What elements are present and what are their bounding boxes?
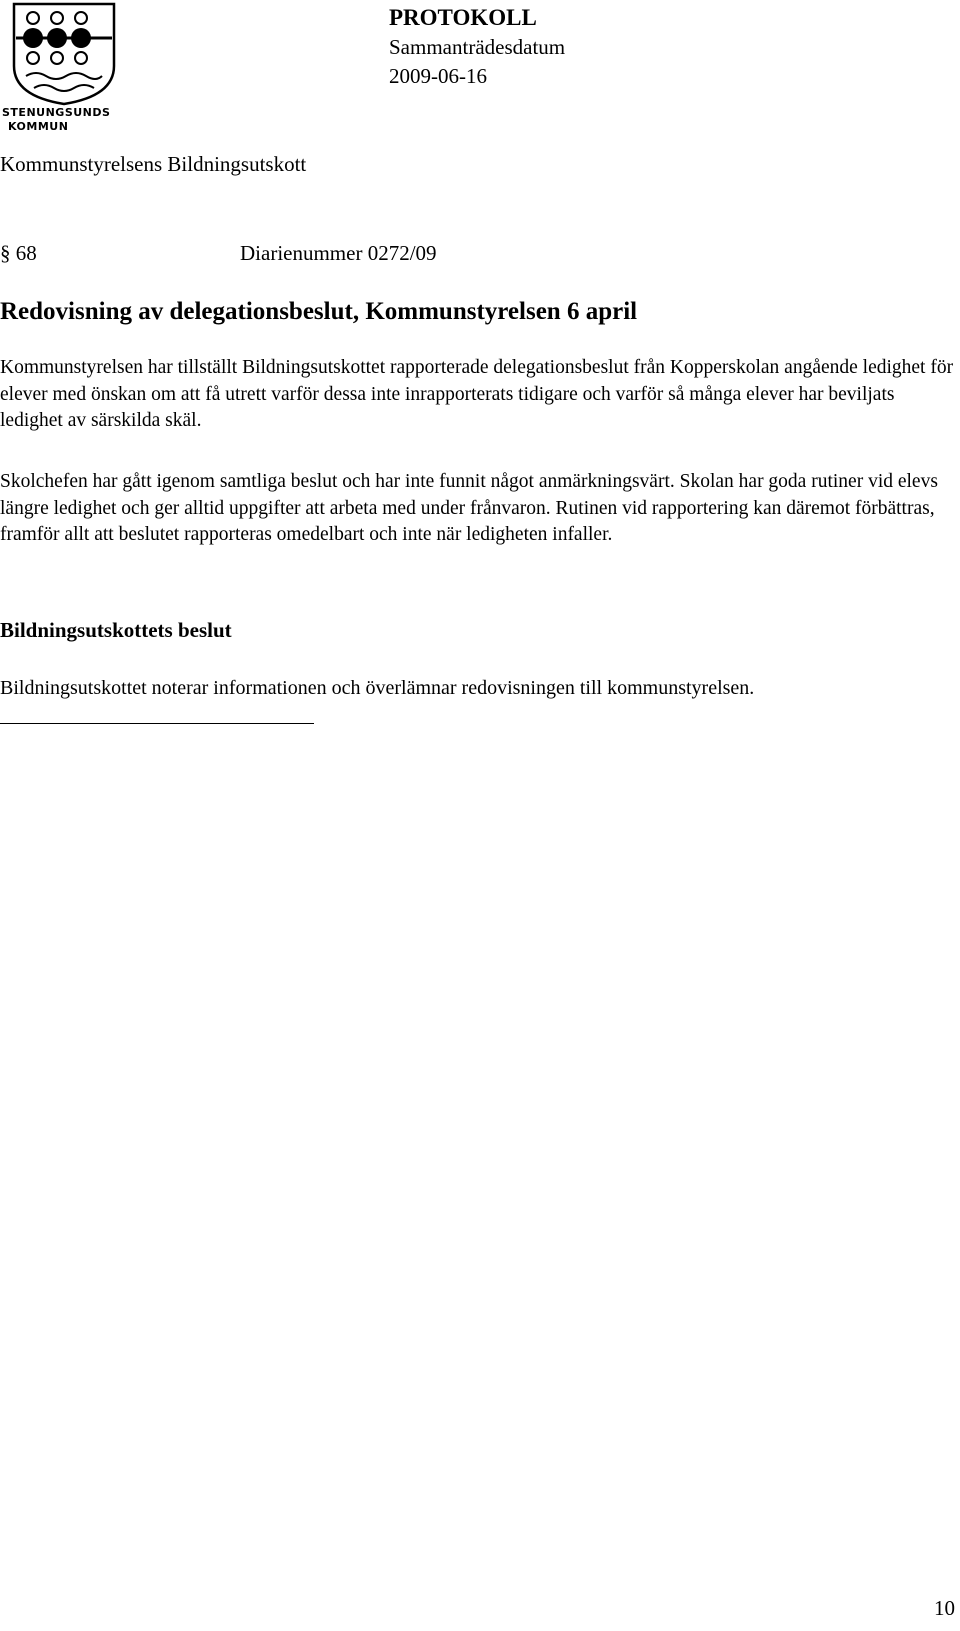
decision-heading: Bildningsutskottets beslut: [0, 618, 232, 642]
item-heading: Redovisning av delegationsbeslut, Kommunstyrelsen 6 april: [0, 298, 638, 325]
meeting-date: 2009-06-16: [389, 64, 487, 88]
committee-name: Kommunstyrelsens Bildningsutskott: [0, 152, 307, 176]
paragraph-number: 68: [15, 241, 37, 265]
body-paragraph: Kommunstyrelsen har tillställt Bildningsutskottet rapporterade delegationsbeslut från Kopperskolan angående ledighet för elever med önskan om att få utrett varför dessa inte inrapporterats tidigare och varför så många elever har beviljats ledighet av särskilda skäl.: [0, 357, 954, 431]
paragraph-line: [0, 240, 437, 266]
decision-text: Bildningsutskottet noterar informationen och överlämnar redovisningen till kommunstyrelsen.: [0, 677, 755, 699]
meeting-date-label: Sammanträdesdatum: [389, 35, 566, 59]
body-paragraph: Skolchefen har gått igenom samtliga beslut och har inte funnit något anmärkningsvärt. Skolan har goda rutiner vid elevs längre ledighet och ger alltid uppgifter att arbeta med under frånvaron. Rutinen vid rapportering kan däremot förbättras, framför allt att beslutet rapporteras omedelbart och inte när ledigheten infaller.: [0, 471, 938, 545]
document-type-title: PROTOKOLL: [389, 5, 537, 30]
page-number: 10: [934, 1596, 955, 1620]
signature-rule: [0, 723, 314, 724]
municipality-logo: [0, 0, 120, 136]
coat-of-arms-icon: [0, 0, 120, 106]
logo-caption-line2: KOMMUN: [8, 120, 69, 133]
paragraph-symbol: §: [0, 241, 11, 265]
diary-number: Diarienummer 0272/09: [240, 241, 437, 265]
logo-caption-line1: STENUNGSUNDS: [2, 106, 111, 119]
